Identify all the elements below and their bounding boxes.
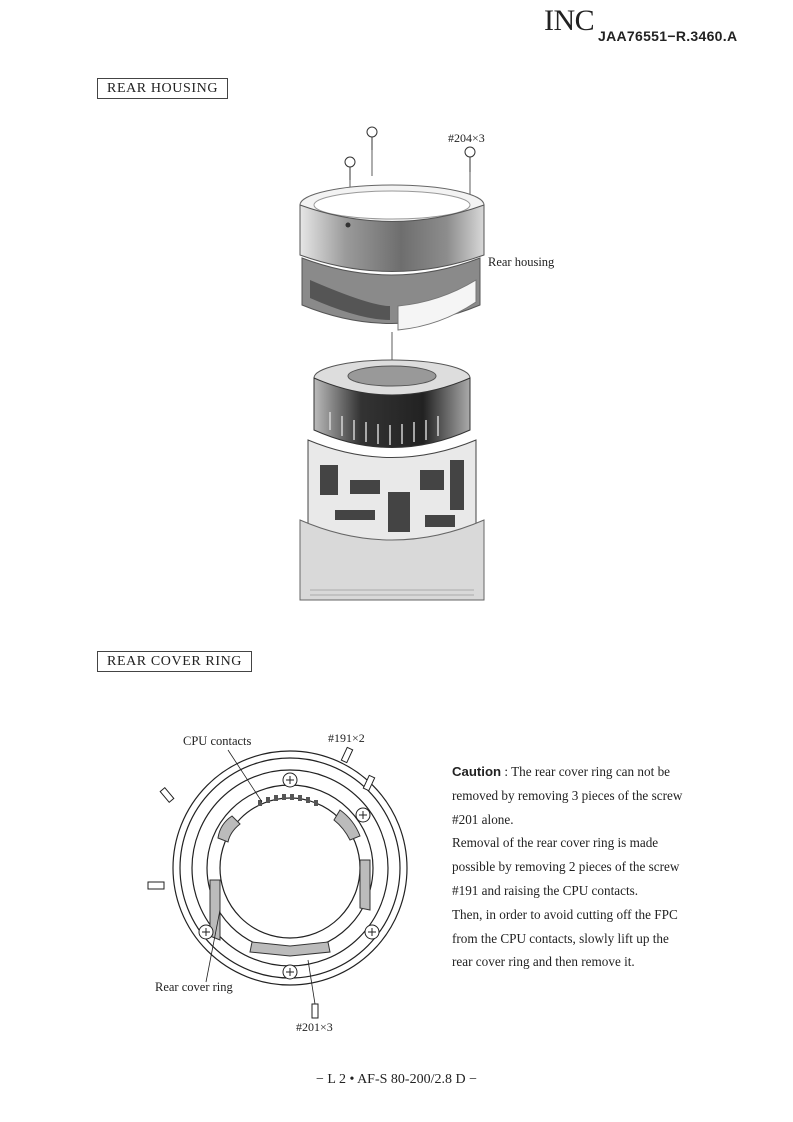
rear-cover-ring-label: Rear cover ring <box>155 980 233 994</box>
caution-note <box>452 760 752 974</box>
screw-201-label: #201×3 <box>296 1020 333 1034</box>
caution-line: #191 and raising the CPU contacts. <box>452 882 639 898</box>
caution-line: possible by removing 2 pieces of the screw <box>452 859 680 875</box>
caution-line: Removal of the rear cover ring is made <box>452 835 659 851</box>
caution-line: #201 alone. <box>452 811 514 827</box>
caution-line: rear cover ring and then remove it. <box>452 954 635 970</box>
section-title-rear-housing: REAR HOUSING <box>97 78 228 99</box>
cpu-contacts-label: CPU contacts <box>183 734 252 748</box>
brand-logo: INC <box>544 4 595 37</box>
section-title-rear-cover-ring: REAR COVER RING <box>97 651 252 672</box>
page-footer: − L 2 • AF-S 80-200/2.8 D − <box>316 1072 477 1087</box>
document-id: JAA76551−R.3460.A <box>598 28 738 44</box>
caution-line: : The rear cover ring can not be <box>504 764 671 779</box>
caution-keyword: Caution <box>452 764 502 779</box>
caution-line: Then, in order to avoid cutting off the FPC <box>452 906 678 922</box>
screw-204-label: #204×3 <box>448 131 485 145</box>
rear-housing-figure <box>280 120 510 605</box>
rear-housing-label: Rear housing <box>488 255 555 269</box>
screw-191-label: #191×2 <box>328 731 365 745</box>
caution-line: removed by removing 3 pieces of the screw <box>452 787 683 803</box>
caution-line: from the CPU contacts, slowly lift up the <box>452 930 669 946</box>
